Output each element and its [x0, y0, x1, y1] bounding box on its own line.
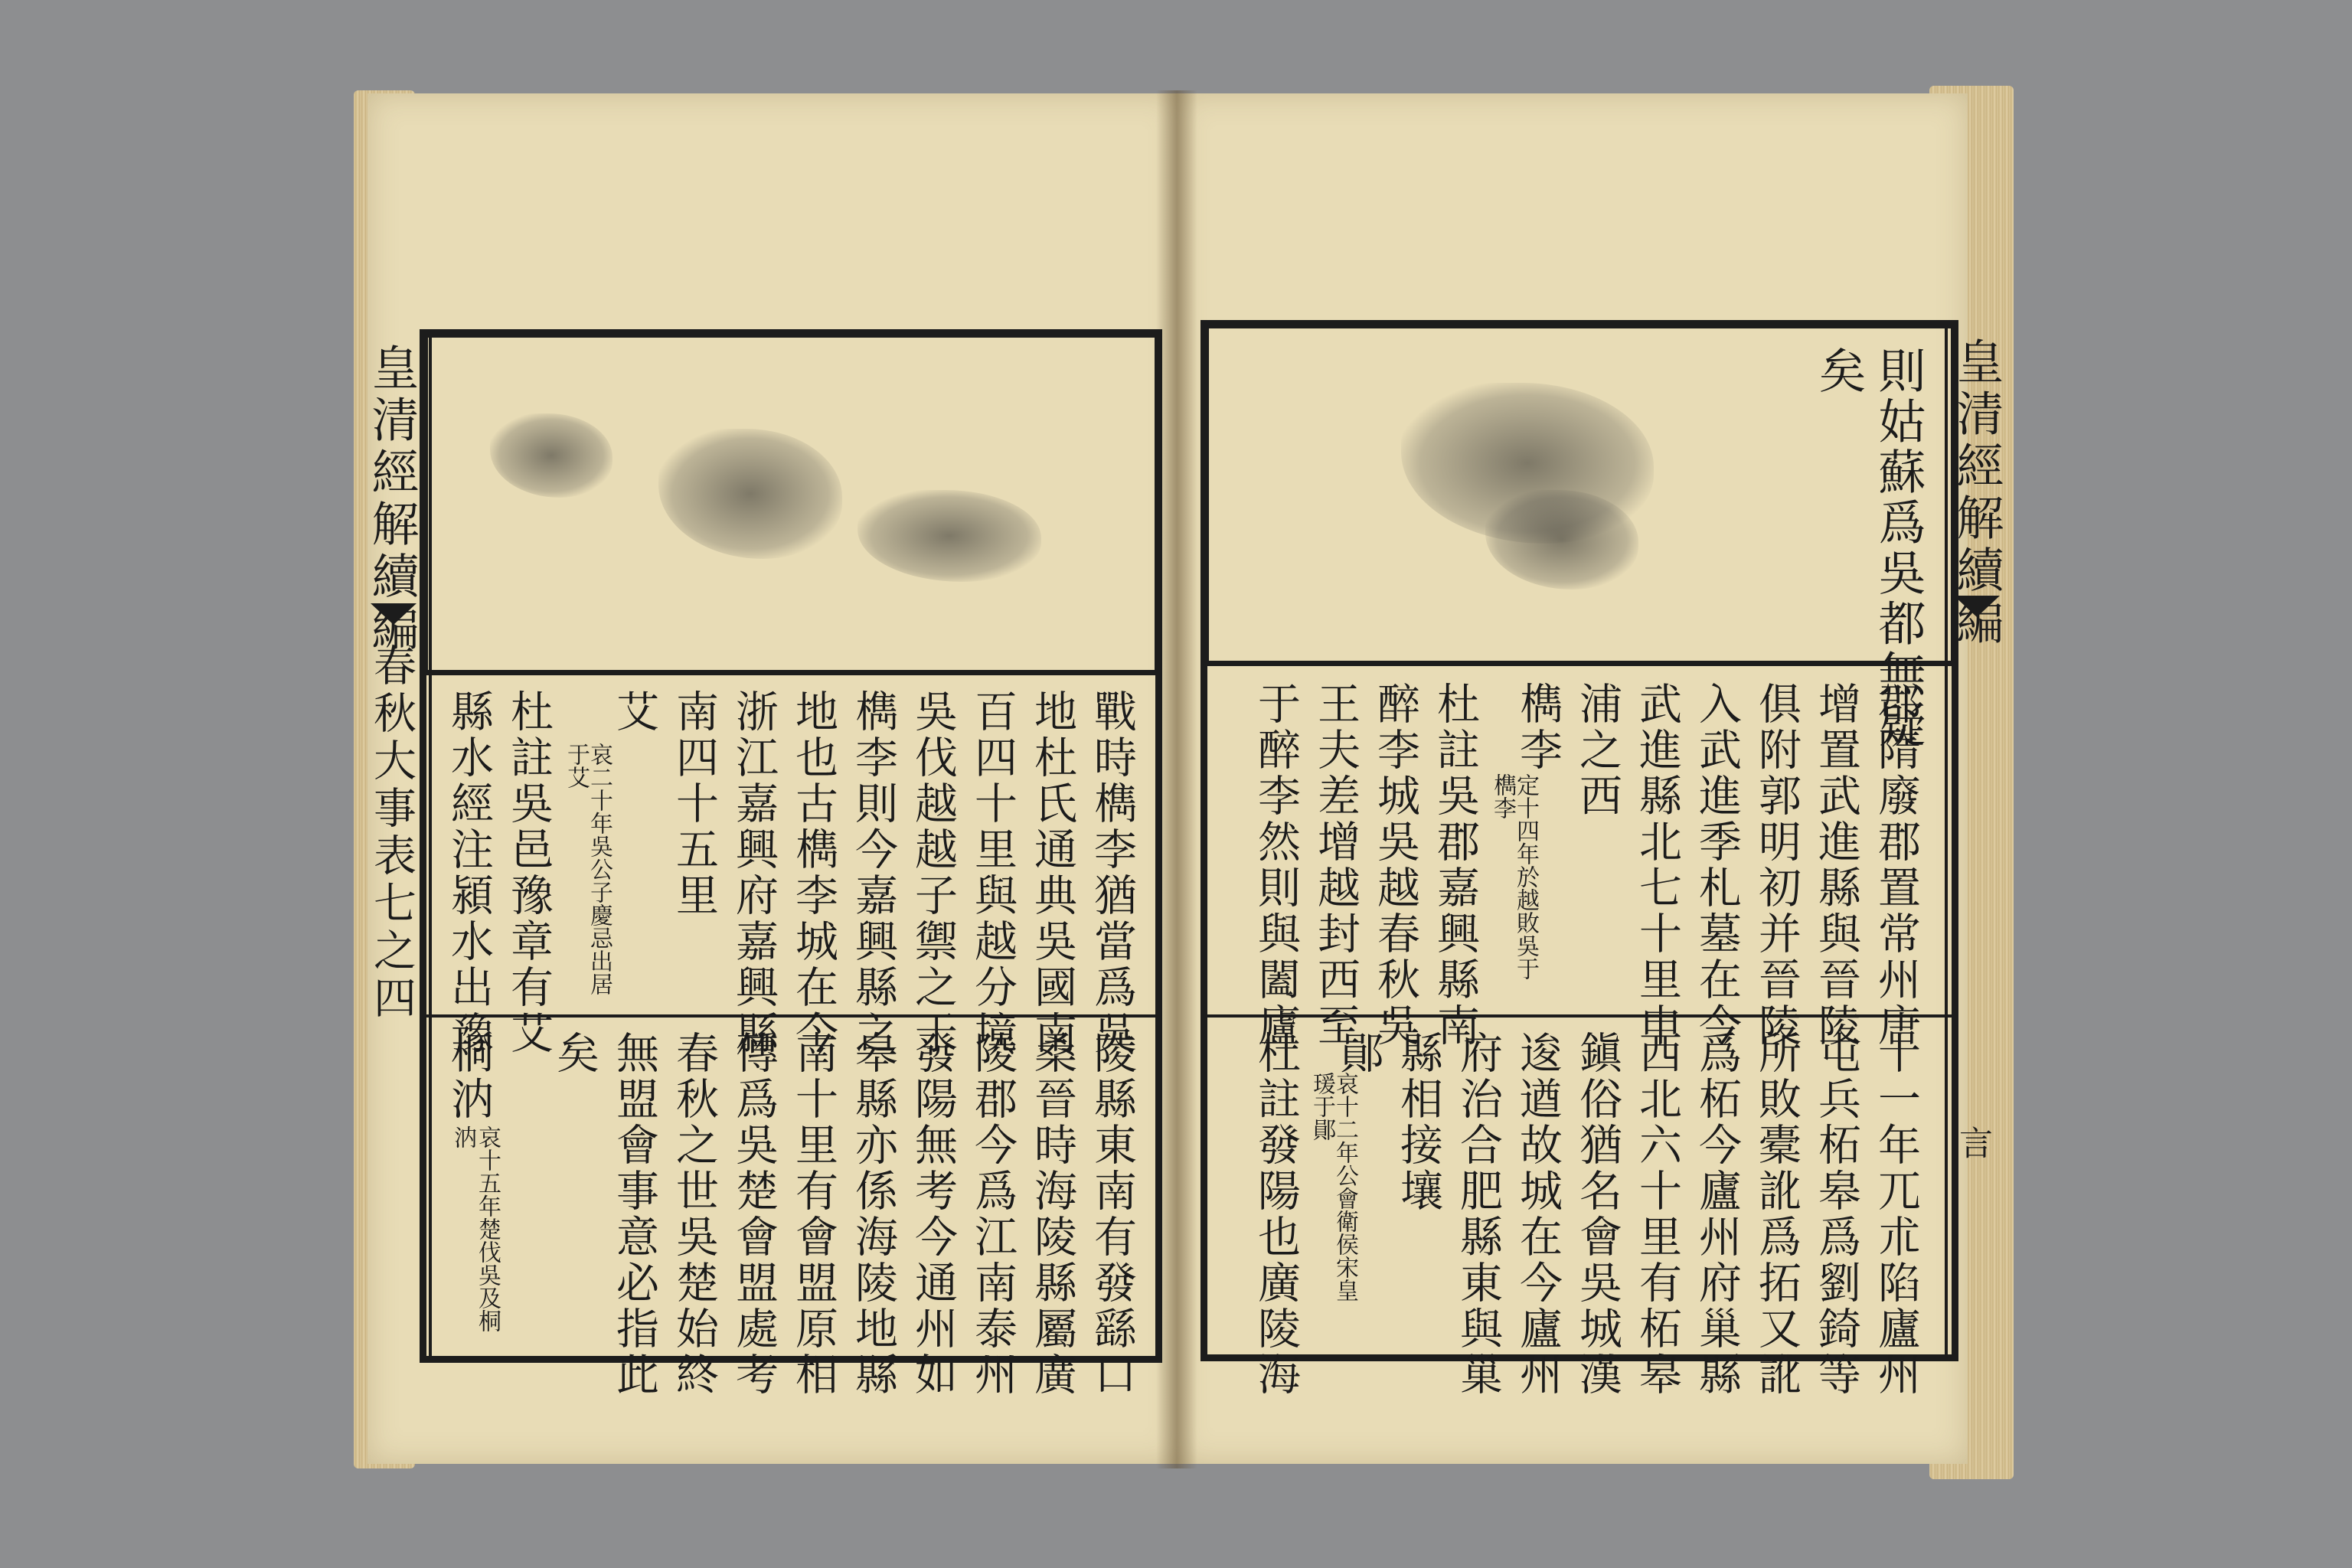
page-number: 言	[1953, 1125, 1992, 1159]
text-column: 所敗橐訛爲拓又訛	[1752, 1031, 1802, 1398]
text-column: 矣	[550, 1031, 599, 1076]
text-column: 皋縣亦係海陵地縣	[848, 1031, 898, 1398]
text-column: 縣水經注潁水出豫	[444, 689, 494, 1057]
text-column: 郡隋廢郡置常州唐	[1871, 681, 1921, 1049]
annotation-note: 哀二十年吳公子慶忌出居	[586, 743, 612, 995]
right-upper-divider	[1207, 663, 1953, 666]
right-banner-column-rule	[1945, 326, 1948, 1356]
text-column: 府治合肥縣東與巢	[1453, 1031, 1503, 1398]
right-fishtail-ornament	[1954, 596, 2000, 617]
text-column: 南十里有會盟原相	[789, 1031, 838, 1398]
annotation-note: 汭	[449, 1125, 476, 1148]
text-column: 俱附郭明初并晉陵	[1752, 681, 1802, 1049]
left-section-title: 春秋大事表七之四	[367, 643, 416, 1023]
text-column: 百四十里與越分境	[968, 689, 1018, 1057]
right-banner-title: 皇清經解續編	[1949, 337, 2004, 649]
annotation-note: 哀十二年公會衛侯宋皇	[1331, 1072, 1358, 1302]
left-fishtail-ornament	[371, 603, 416, 625]
text-column: 逡遒故城在今廬州	[1513, 1031, 1563, 1398]
text-column: 則姑蘇爲吳都無疑	[1870, 346, 1926, 750]
text-column: 桐汭	[444, 1031, 494, 1122]
text-column: 地杜氏通典吳國南	[1027, 689, 1077, 1057]
text-column: 鄖	[1334, 1031, 1383, 1076]
text-column: 爲柘今廬州府巢縣	[1692, 1031, 1742, 1398]
left-banner-column-rule	[429, 335, 432, 1357]
text-column: 杜註吳郡嘉興縣南	[1430, 681, 1480, 1049]
text-column: 屯兵柘皋爲劉錡等	[1811, 1031, 1861, 1398]
annotation-note: 哀十五年楚伐吳及桐	[474, 1125, 501, 1332]
book-gutter	[1156, 90, 1197, 1468]
text-column: 入武進季札墓在今	[1692, 681, 1742, 1049]
text-column: 吳伐越越子禦之于	[908, 689, 958, 1057]
text-column: 增置武進縣與晉陵	[1811, 681, 1861, 1049]
text-column: 南四十五里	[669, 689, 719, 919]
left-upper-divider	[426, 672, 1157, 675]
text-column: 檇李則今嘉興縣之	[848, 689, 898, 1057]
text-column: 醉李城吳越春秋吳	[1370, 681, 1420, 1049]
text-column: 武進縣北七十里申	[1632, 681, 1682, 1049]
text-column: 戰時檇李猶當爲吳	[1087, 689, 1137, 1057]
text-column: 浦之西	[1573, 681, 1622, 819]
text-column: 傳爲吳楚會盟處考	[729, 1031, 779, 1398]
text-column: 春秋之世吳楚始終	[669, 1031, 719, 1398]
annotation-note: 于艾	[563, 743, 590, 789]
text-column: 縣相接壤	[1393, 1031, 1443, 1214]
text-column: 檇李	[1513, 681, 1563, 773]
text-column: 矣	[1811, 346, 1867, 397]
annotation-note: 瑗于鄖	[1308, 1072, 1335, 1141]
text-column: 十一年兀朮陷廬州	[1871, 1031, 1921, 1398]
text-column: 陵郡今爲江南泰州	[968, 1031, 1018, 1398]
text-column: 于醉李然則與闔廬	[1251, 681, 1301, 1049]
text-column: 杜註吳邑豫章有艾	[504, 689, 554, 1057]
text-column: 桑晉時海陵縣屬廣	[1027, 1031, 1077, 1398]
annotation-note: 檇李	[1489, 773, 1516, 819]
text-column: 杜註發陽也廣陵海	[1251, 1031, 1301, 1398]
text-column: 浙江嘉興府嘉興縣	[729, 689, 779, 1057]
text-column: 無盟會事意必指此	[609, 1031, 659, 1398]
text-column: 陵縣東南有發繇口	[1087, 1031, 1137, 1398]
text-column: 鎭俗猶名會吳城漢	[1573, 1031, 1622, 1398]
text-column: 王夫差增越封西至	[1311, 681, 1361, 1049]
text-column: 西北六十里有柘皋	[1632, 1031, 1682, 1398]
text-column: 發陽無考今通州如	[908, 1031, 958, 1398]
text-column: 艾	[609, 689, 659, 735]
annotation-note: 定十四年於越敗吳于	[1512, 773, 1539, 980]
text-column: 地也古檇李城在今	[789, 689, 838, 1057]
left-banner-title: 皇清經解續編	[364, 343, 420, 655]
